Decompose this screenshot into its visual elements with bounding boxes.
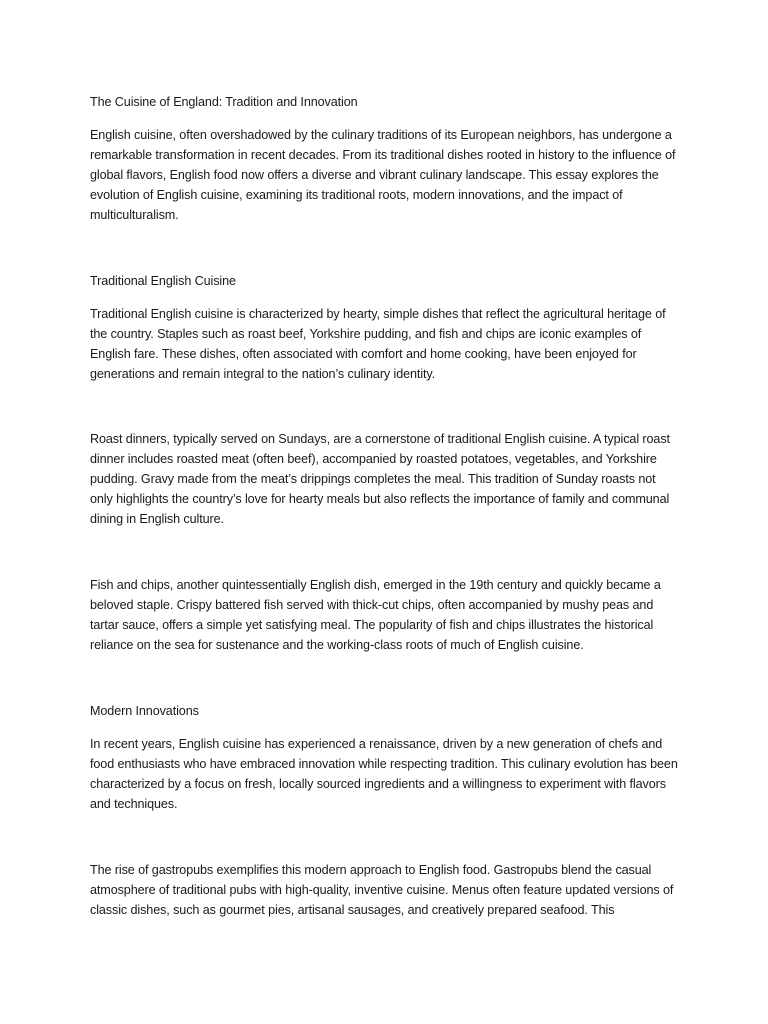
modern-paragraph-1: In recent years, English cuisine has experienced a renaissance, driven by a new generation of chefs and food enthusiasts who have embraced innovation while respecting tradition. This culinary evolution has been characterized by a focus on fresh, locally sourced ingredients and a willingness to experiment with flavors and techniques. <box>90 737 678 811</box>
document-title: The Cuisine of England: Tradition and Innovation <box>90 95 358 109</box>
traditional-paragraph-2: Roast dinners, typically served on Sundays, are a cornerstone of traditional English cuisine. A typical roast dinner includes roasted meat (often beef), accompanied by roasted potatoes, vegetables, and Yorkshire pudding. Gravy made from the meat’s drippings completes the meal. This tradition of Sunday roasts not only highlights the country’s love for hearty meals but also reflects the importance of family and communal dining in English culture. <box>90 432 670 526</box>
modern-paragraph-2: The rise of gastropubs exemplifies this modern approach to English food. Gastropubs blend the casual atmosphere of traditional pubs with high-quality, inventive cuisine. Menus often feature updated versions of classic dishes, such as gourmet pies, artisanal sausages, and creatively prepared seafood. This <box>90 863 674 917</box>
section-heading-traditional: Traditional English Cuisine <box>90 274 236 288</box>
intro-paragraph: English cuisine, often overshadowed by the culinary traditions of its European neighbors, has undergone a remarkable transformation in recent decades. From its traditional dishes rooted in history to the influence of global flavors, English food now offers a diverse and vibrant culinary landscape. This essay explores the evolution of English cuisine, examining its traditional roots, modern innovations, and the impact of multiculturalism. <box>90 128 676 222</box>
traditional-paragraph-3: Fish and chips, another quintessentially English dish, emerged in the 19th century and quickly became a beloved staple. Crispy battered fish served with thick-cut chips, often accompanied by mushy peas and tartar sauce, offers a simple yet satisfying meal. The popularity of fish and chips illustrates the historical reliance on the sea for sustenance and the working-class roots of much of English cuisine. <box>90 578 661 652</box>
traditional-paragraph-1: Traditional English cuisine is characterized by hearty, simple dishes that reflect the agricultural heritage of the country. Staples such as roast beef, Yorkshire pudding, and fish and chips are iconic examples of English fare. These dishes, often associated with comfort and home cooking, have been enjoyed for generations and remain integral to the nation’s culinary identity. <box>90 307 666 381</box>
section-heading-modern: Modern Innovations <box>90 704 199 718</box>
